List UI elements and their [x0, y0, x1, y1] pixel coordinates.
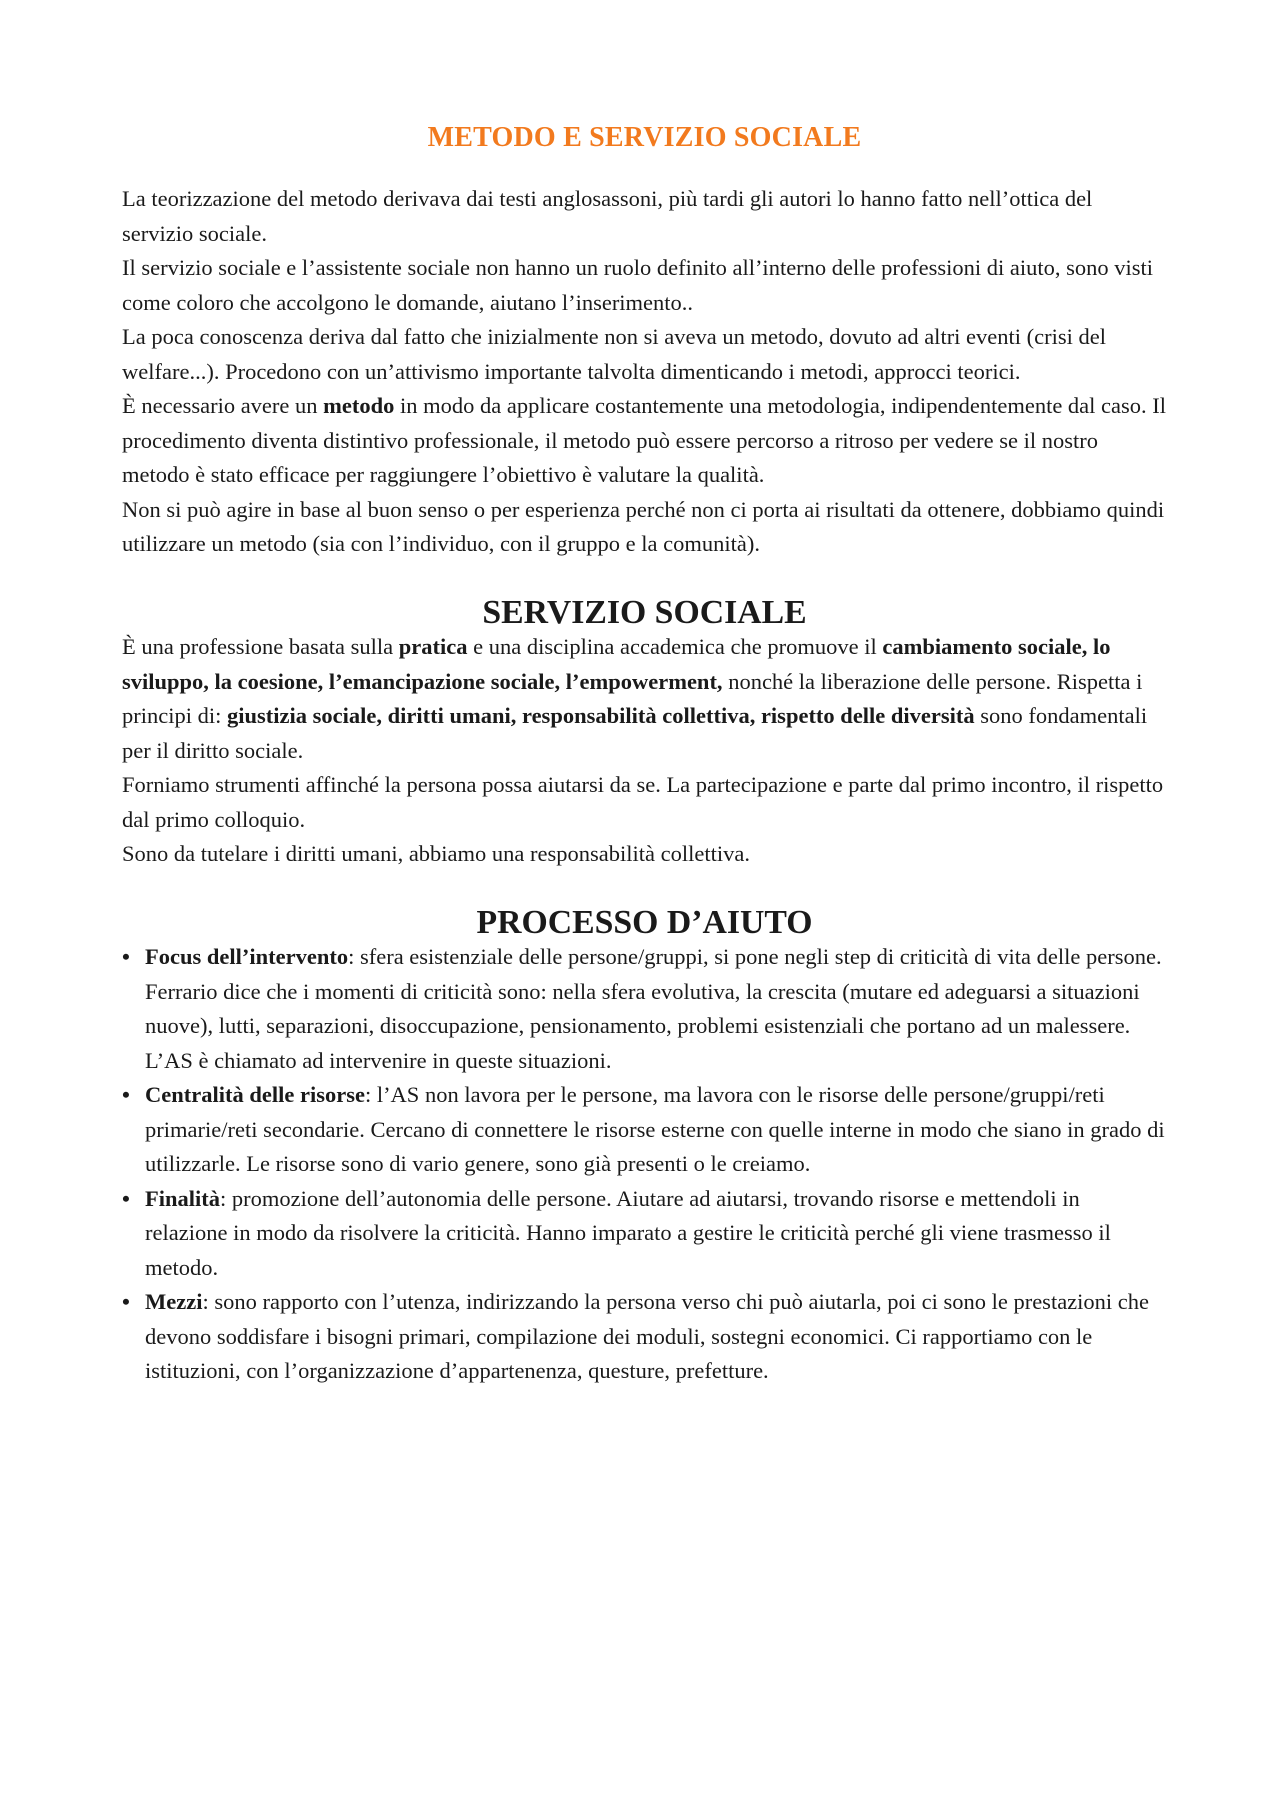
document-title: METODO E SERVIZIO SOCIALE: [427, 122, 862, 153]
definition-bold-cambiamento: cambiamento sociale, lo sviluppo, la coesione, l’emancipazione sociale, l’empowerment,: [122, 634, 1111, 694]
list-item-text: : l’AS non lavora per le persone, ma lavora con le risorse delle persone/gruppi/reti primarie/reti secondarie. Cercano di connettere le risorse esterne con quelle interne in modo che siano in grado di utilizzarle. Le risorse sono di vario genere, sono già presenti o le creiamo.: [145, 1082, 1165, 1176]
intro-p4-text-after: in modo da applicare costantemente una metodologia, indipendentemente dal caso. Il procedimento diventa distintivo professionale, il metodo può essere percorso a ritroso per vedere se il nostro metodo è stato efficace per raggiungere l’obiettivo è valutare la qualità.: [122, 393, 1167, 487]
list-item: [122, 940, 1167, 1078]
bullet-icon: •: [122, 1289, 130, 1314]
intro-paragraph-4: [122, 389, 1167, 493]
definition-text-4: sono fondamentali per il diritto sociale.: [122, 703, 1148, 763]
intro-p4-bold-metodo: metodo: [323, 393, 395, 418]
servizio-sociale-paragraph-3: Sono da tutelare i diritti umani, abbiamo una responsabilità collettiva.: [122, 841, 750, 866]
processo-aiuto-section: [122, 903, 1167, 1389]
intro-paragraph-5: Non si può agire in base al buon senso o per esperienza perché non ci porta ai risultati da ottenere, dobbiamo quindi utilizzare un metodo (sia con l’individuo, con il gruppo e la comunità).: [122, 496, 1165, 556]
processo-aiuto-list: [122, 940, 1167, 1389]
list-item: [122, 1078, 1167, 1182]
list-item-text: : sono rapporto con l’utenza, indirizzando la persona verso chi può aiutarla, poi ci sono le prestazioni che devono soddisfare i bisogni primari, compilazione dei moduli, sostegni economici. Ci rapportiamo con le istituzioni, con l’organizzazione d’appartenenza, questure, prefetture.: [145, 1289, 1150, 1383]
intro-paragraph-2: Il servizio sociale e l’assistente sociale non hanno un ruolo definito all’interno delle professioni di aiuto, sono visti come coloro che accolgono le domande, aiutano l’inserimento..: [122, 255, 1154, 315]
intro-section: [122, 182, 1167, 562]
list-item-text: : promozione dell’autonomia delle persone. Aiutare ad aiutarsi, trovando risorse e mettendoli in relazione in modo da risolvere la criticità. Hanno imparato a gestire le criticità perché gli viene trasmesso il metodo.: [145, 1185, 1111, 1280]
definition-bold-pratica: pratica: [398, 634, 468, 659]
intro-paragraph-3: La poca conoscenza deriva dal fatto che inizialmente non si aveva un metodo, dovuto ad altri eventi (crisi del welfare...). Procedono con un’attivismo importante talvolta dimenticando i metodi, approcci teorici.: [122, 324, 1107, 384]
list-item-label: Focus dell’intervento: [145, 944, 349, 969]
section-spacer: [122, 872, 1167, 906]
document-page: [122, 118, 1167, 1389]
list-item-label: Centralità delle risorse: [145, 1082, 365, 1107]
definition-text-1: È una professione basata sulla: [122, 634, 399, 659]
definition-text-3: nonché la liberazione delle persone. Rispetta i principi di:: [122, 668, 1143, 728]
bullet-icon: •: [122, 1185, 130, 1211]
list-item-label: Finalità: [145, 1185, 221, 1211]
list-item: [122, 1285, 1167, 1389]
bullet-icon: •: [122, 944, 130, 969]
bullet-icon: •: [122, 1082, 130, 1107]
list-item: [122, 1182, 1167, 1286]
servizio-sociale-paragraph-2: Forniamo strumenti affinché la persona possa aiutarsi da se. La partecipazione e parte dal primo incontro, il rispetto dal primo colloquio.: [122, 772, 1164, 832]
section-spacer: [122, 562, 1167, 596]
servizio-sociale-heading: SERVIZIO SOCIALE: [482, 593, 807, 631]
servizio-sociale-definition: [122, 630, 1167, 768]
intro-p4-text-before: È necessario avere un: [122, 393, 324, 418]
list-item-label: Mezzi: [145, 1289, 203, 1314]
definition-text-2: e una disciplina accademica che promuove il: [467, 634, 883, 659]
intro-paragraph-1: La teorizzazione del metodo derivava dai testi anglosassoni, più tardi gli autori lo hanno fatto nell’ottica del servizio sociale.: [122, 186, 1093, 246]
processo-aiuto-heading: PROCESSO D’AIUTO: [476, 903, 813, 941]
servizio-sociale-section: [122, 593, 1167, 872]
list-item-text: : sfera esistenziale delle persone/gruppi, si pone negli step di criticità di vita delle persone. Ferrario dice che i momenti di criticità sono: nella sfera evolutiva, la crescita (mutare ed adeguarsi a situazioni nuove), lutti, separazioni, disoccupazione, pensionamento, problemi esistenziali che portano ad un malessere. L’AS è chiamato ad intervenire in queste situazioni.: [145, 944, 1162, 1073]
definition-bold-principi: giustizia sociale, diritti umani, responsabilità collettiva, rispetto delle diversità: [227, 703, 975, 728]
